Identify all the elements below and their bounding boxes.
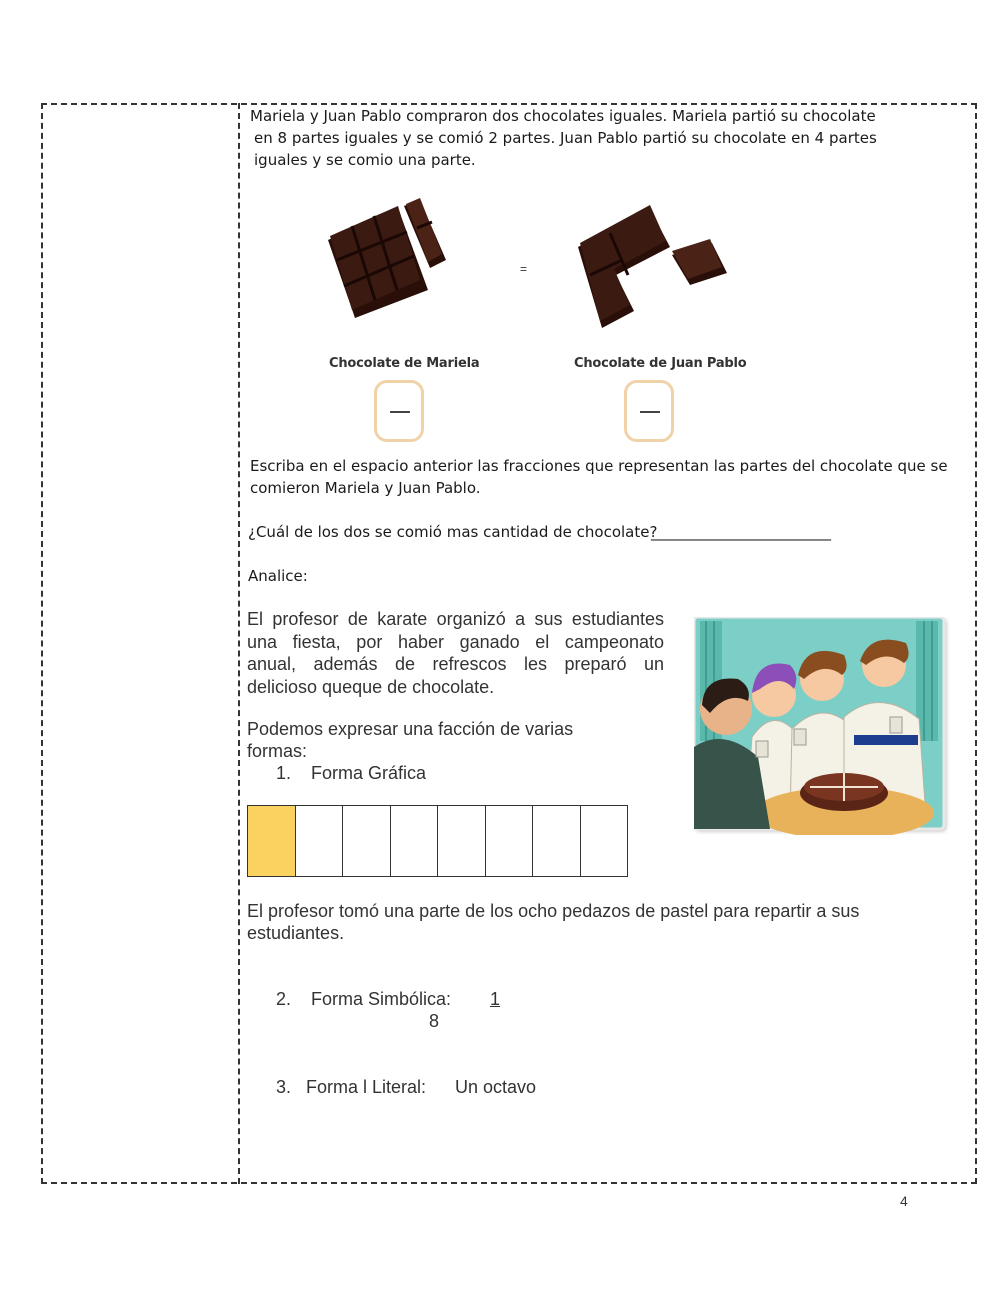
story-line-3: anual, además de refrescos les preparó un (247, 654, 664, 674)
story-paragraph (247, 608, 664, 698)
fraction-cell-shaded (247, 805, 296, 877)
story-line-1: El profesor de karate organizó a sus estudiantes (247, 609, 664, 629)
form2-number: 2. (276, 989, 292, 1009)
mariela-fraction-box[interactable] (374, 380, 424, 442)
mariela-chocolate-image (320, 198, 460, 323)
form3-value: Un octavo (455, 1077, 537, 1097)
problem-line-1: Mariela y Juan Pablo compraron dos chocolates iguales. Mariela partió su chocolate (250, 107, 876, 125)
analyze-label: Analice: (248, 567, 308, 585)
fraction-cell (485, 805, 534, 877)
form2-label: Forma Simbólica: (311, 989, 452, 1009)
equals-sign: = (520, 262, 528, 276)
instruction-line-2: comieron Mariela y Juan Pablo. (250, 479, 481, 497)
problem-line-3: iguales y se comio una parte. (254, 151, 476, 169)
page-number: 4 (900, 1193, 908, 1209)
mariela-caption: Chocolate de Mariela (329, 356, 480, 371)
forms-intro-line-2: formas: (247, 741, 308, 761)
fraction-cell (580, 805, 629, 877)
story-line-4: delicioso queque de chocolate. (247, 676, 495, 697)
fraction-cell (342, 805, 391, 877)
fraction-cell (390, 805, 439, 877)
form1-number: 1. (276, 763, 292, 783)
juan-pablo-fraction-box[interactable] (624, 380, 674, 442)
fraction-cell (532, 805, 581, 877)
form3-label: Forma l Literal: (306, 1077, 427, 1097)
fraction-cell (295, 805, 344, 877)
story-line-2: una fiesta, por haber ganado el campeonato (247, 631, 664, 652)
form3-number: 3. (276, 1077, 292, 1097)
explanation-line-1: El profesor tomó una parte de los ocho pedazos de pastel para repartir a sus (247, 901, 860, 921)
juan-pablo-chocolate-image (572, 203, 732, 331)
fraction-line (640, 411, 660, 413)
forms-intro-line-1: Podemos expresar una facción de varias (247, 719, 574, 739)
juan-pablo-caption: Chocolate de Juan Pablo (574, 356, 747, 371)
karate-party-illustration (694, 617, 950, 835)
fraction-line (390, 411, 410, 413)
fraction-cell (437, 805, 486, 877)
fraction-denominator: 8 (429, 1011, 440, 1031)
instruction-line-1: Escriba en el espacio anterior las fracciones que representan las partes del chocolate que se (250, 457, 948, 475)
problem-line-2: en 8 partes iguales y se comió 2 partes. Juan Pablo partió su chocolate en 4 partes (254, 129, 877, 147)
fraction-numerator: 1 (490, 989, 501, 1009)
explanation-line-2: estudiantes. (247, 923, 345, 943)
question-answer-blank[interactable]: ________________________ (651, 523, 831, 541)
column-divider (238, 103, 240, 1184)
question-text: ¿Cuál de los dos se comió mas cantidad de chocolate? (248, 523, 658, 541)
form1-label: Forma Gráfica (311, 763, 427, 783)
